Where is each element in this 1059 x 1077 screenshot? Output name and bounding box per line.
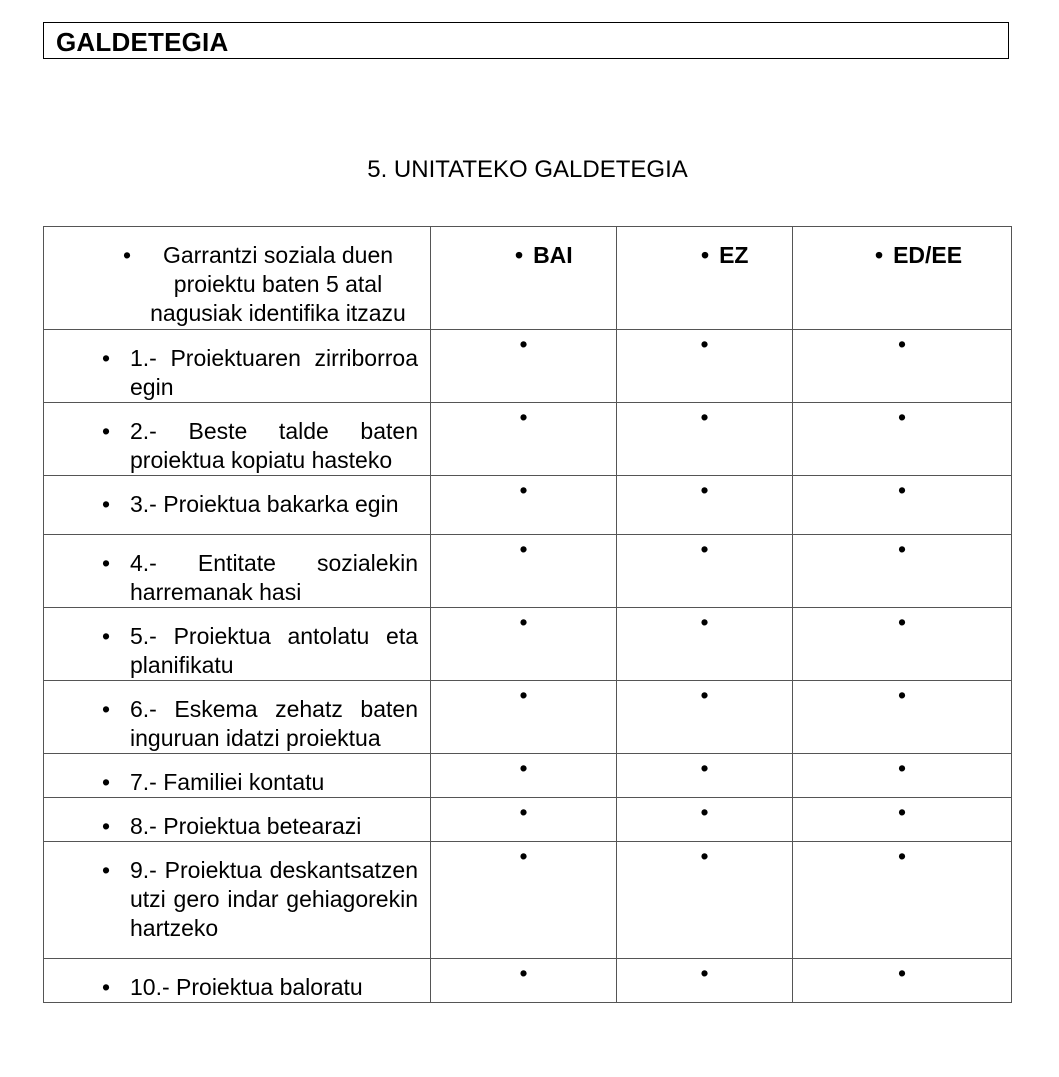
question-cell — [44, 959, 431, 1003]
answer-bullet-icon: • — [700, 799, 709, 825]
document-title: GALDETEGIA — [56, 27, 229, 57]
question-cell — [44, 754, 431, 798]
answer-cell-ed-ee[interactable] — [793, 959, 1012, 1003]
question-text: 7.- Familiei kontatu — [130, 769, 325, 795]
answer-bullet-icon: • — [897, 843, 907, 869]
question-cell — [44, 535, 431, 608]
answer-bullet-icon: • — [519, 536, 528, 562]
bullet-icon: • — [102, 418, 111, 444]
answer-bullet-icon: • — [700, 331, 709, 357]
answer-cell-ed-ee[interactable] — [793, 608, 1012, 681]
question-cell — [44, 681, 431, 754]
bullet-icon: • — [701, 242, 710, 268]
question-text: 6.- Eskema zehatz baten inguruan idatzi proiektua — [130, 696, 418, 751]
answer-cell-ed-ee[interactable] — [793, 330, 1012, 403]
answer-bullet-icon: • — [897, 536, 907, 562]
answer-cell-ez[interactable] — [617, 535, 793, 608]
answer-bullet-icon: • — [700, 536, 709, 562]
question-cell — [44, 608, 431, 681]
question-cell — [44, 798, 431, 842]
question-cell — [44, 403, 431, 476]
table-row — [44, 535, 1012, 608]
answer-bullet-icon: • — [897, 755, 907, 781]
answer-bullet-icon: • — [519, 960, 528, 986]
question-text: 9.- Proiektua deskantsatzen utzi gero indar gehiagorekin hartzeko — [130, 857, 418, 941]
answer-bullet-icon: • — [519, 799, 528, 825]
question-text: 2.- Beste talde baten proiektua kopiatu hasteko — [130, 418, 418, 473]
answer-cell-ez[interactable] — [617, 798, 793, 842]
answer-cell-bai[interactable] — [431, 330, 617, 403]
table-row — [44, 798, 1012, 842]
answer-bullet-icon: • — [519, 331, 528, 357]
answer-bullet-icon: • — [700, 404, 709, 430]
question-header-cell — [44, 227, 431, 330]
answer-bullet-icon: • — [897, 682, 907, 708]
answer-cell-bai[interactable] — [431, 681, 617, 754]
answer-bullet-icon: • — [700, 960, 709, 986]
questionnaire-table — [43, 226, 1012, 1003]
table-row — [44, 754, 1012, 798]
answer-cell-bai[interactable] — [431, 798, 617, 842]
question-cell — [44, 476, 431, 535]
answer-bullet-icon: • — [897, 799, 907, 825]
bullet-icon: • — [515, 242, 524, 268]
answer-cell-bai[interactable] — [431, 403, 617, 476]
option-header-ed-ee — [793, 227, 1012, 330]
table-row — [44, 959, 1012, 1003]
answer-bullet-icon: • — [700, 755, 709, 781]
answer-bullet-icon: • — [897, 960, 907, 986]
bullet-icon: • — [102, 974, 111, 1000]
answer-cell-bai[interactable] — [431, 959, 617, 1003]
bullet-icon: • — [102, 769, 111, 795]
answer-cell-ez[interactable] — [617, 330, 793, 403]
answer-bullet-icon: • — [519, 755, 528, 781]
answer-cell-ez[interactable] — [617, 959, 793, 1003]
table-row — [44, 403, 1012, 476]
question-text: 4.- Entitate sozialekin harremanak hasi — [130, 550, 418, 605]
answer-bullet-icon: • — [897, 477, 907, 503]
answer-cell-ed-ee[interactable] — [793, 798, 1012, 842]
bullet-icon: • — [102, 345, 111, 371]
table-row — [44, 476, 1012, 535]
answer-cell-ez[interactable] — [617, 754, 793, 798]
bullet-icon: • — [102, 550, 111, 576]
table-row — [44, 842, 1012, 959]
option-header-bai — [431, 227, 617, 330]
questionnaire-subtitle: 5. UNITATEKO GALDETEGIA — [367, 156, 688, 183]
answer-cell-ez[interactable] — [617, 403, 793, 476]
answer-bullet-icon: • — [897, 331, 907, 357]
answer-cell-bai[interactable] — [431, 608, 617, 681]
option-label: EZ — [719, 242, 749, 268]
answer-cell-ed-ee[interactable] — [793, 403, 1012, 476]
answer-cell-ez[interactable] — [617, 608, 793, 681]
answer-cell-bai[interactable] — [431, 535, 617, 608]
answer-cell-bai[interactable] — [431, 842, 617, 959]
bullet-icon: • — [102, 813, 111, 839]
bullet-icon: • — [102, 623, 111, 649]
question-text: 8.- Proiektua betearazi — [130, 813, 362, 839]
answer-cell-ed-ee[interactable] — [793, 754, 1012, 798]
bullet-icon: • — [102, 857, 111, 883]
option-label: ED/EE — [893, 242, 963, 268]
answer-bullet-icon: • — [897, 404, 907, 430]
bullet-icon: • — [875, 242, 884, 268]
answer-bullet-icon: • — [700, 609, 709, 635]
table-row — [44, 330, 1012, 403]
question-cell — [44, 842, 431, 959]
answer-bullet-icon: • — [519, 609, 528, 635]
question-text: 10.- Proiektua baloratu — [130, 974, 363, 1000]
option-label: BAI — [533, 242, 573, 268]
answer-bullet-icon: • — [700, 682, 709, 708]
answer-bullet-icon: • — [519, 843, 528, 869]
question-text: 5.- Proiektua antolatu eta planifikatu — [130, 623, 418, 678]
answer-cell-ed-ee[interactable] — [793, 476, 1012, 535]
answer-cell-bai[interactable] — [431, 754, 617, 798]
answer-cell-ez[interactable] — [617, 842, 793, 959]
question-header-text: Garrantzi soziala duen proiektu baten 5 atal nagusiak identifika itzazu — [150, 242, 406, 326]
table-row — [44, 608, 1012, 681]
question-text: 3.- Proiektua bakarka egin — [130, 491, 399, 517]
answer-cell-ez[interactable] — [617, 681, 793, 754]
answer-bullet-icon: • — [519, 477, 528, 503]
answer-cell-ed-ee[interactable] — [793, 681, 1012, 754]
option-header-ez — [617, 227, 793, 330]
table-row — [44, 681, 1012, 754]
bullet-icon: • — [123, 242, 132, 268]
title-box — [43, 22, 1009, 59]
answer-bullet-icon: • — [519, 682, 528, 708]
answer-cell-ed-ee[interactable] — [793, 535, 1012, 608]
answer-bullet-icon: • — [700, 477, 709, 503]
bullet-icon: • — [102, 696, 111, 722]
answer-bullet-icon: • — [519, 404, 528, 430]
question-text: 1.- Proiektuaren zirriborroa egin — [130, 345, 418, 400]
answer-cell-ed-ee[interactable] — [793, 842, 1012, 959]
answer-bullet-icon: • — [700, 843, 709, 869]
table-header-row — [44, 227, 1012, 330]
answer-bullet-icon: • — [897, 609, 907, 635]
answer-cell-bai[interactable] — [431, 476, 617, 535]
question-cell — [44, 330, 431, 403]
answer-cell-ez[interactable] — [617, 476, 793, 535]
bullet-icon: • — [102, 491, 111, 517]
